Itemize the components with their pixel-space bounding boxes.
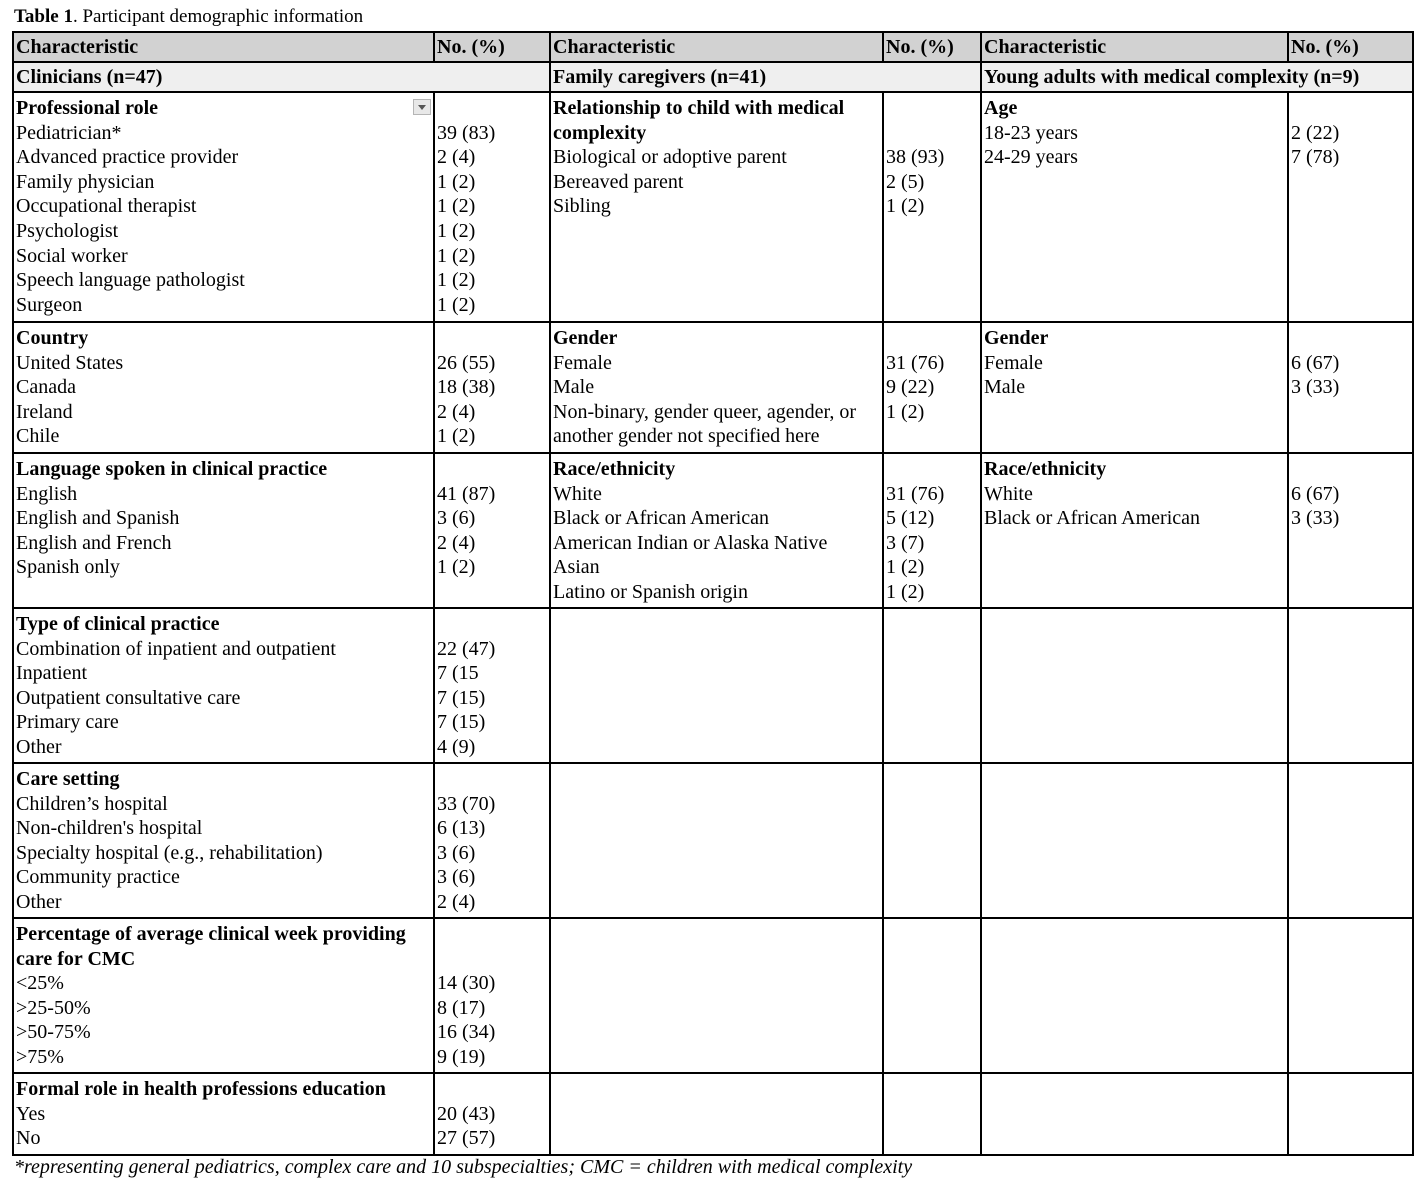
- item-value: 1 (2): [886, 580, 925, 603]
- fam-value-cell: [883, 918, 981, 1073]
- ya-characteristic-cell: [981, 1073, 1288, 1155]
- item-label: Specialty hospital (e.g., rehabilitation): [16, 841, 323, 864]
- item-label: Asian: [553, 556, 600, 579]
- item-value: 6 (67): [1291, 482, 1340, 505]
- item-value: 2 (4): [437, 146, 476, 169]
- item-value: 39 (83): [437, 121, 496, 144]
- item-label: Occupational therapist: [16, 195, 197, 218]
- spacer: [886, 121, 980, 146]
- item-value: 2 (22): [1291, 121, 1340, 144]
- ya-value-cell: [1288, 92, 1413, 322]
- item-label: United States: [16, 351, 124, 374]
- item-value: 1 (2): [437, 170, 476, 193]
- table-footnote: *representing general pediatrics, complex care and 10 subspecialties; CMC = children with medical complexity: [14, 1156, 913, 1178]
- fam-characteristic-cell: [550, 608, 883, 763]
- item-value: 1 (2): [437, 244, 476, 267]
- item-label: Psychologist: [16, 219, 119, 242]
- item-label: White: [984, 482, 1033, 505]
- item-value: 3 (7): [886, 531, 925, 554]
- spacer: [437, 457, 549, 482]
- item-label: Community practice: [16, 866, 180, 889]
- item-value: 3 (33): [1291, 507, 1340, 530]
- item-value: 1 (2): [886, 400, 925, 423]
- fam-value-cell: [883, 763, 981, 918]
- table-row: [13, 918, 1413, 1073]
- table-row: [13, 1073, 1413, 1155]
- item-label: Family physician: [16, 170, 155, 193]
- section-heading: Country: [16, 327, 89, 349]
- clin-characteristic-cell: [13, 608, 434, 763]
- section-heading: Professional role: [16, 97, 159, 119]
- column-header: Characteristic: [981, 32, 1288, 62]
- item-value: 1 (2): [437, 219, 476, 242]
- item-value: 6 (13): [437, 817, 486, 840]
- item-value: 31 (76): [886, 482, 945, 505]
- fam-characteristic-cell: [550, 453, 883, 608]
- item-value: 31 (76): [886, 351, 945, 374]
- item-label: Yes: [16, 1102, 46, 1125]
- fam-characteristic-cell: [550, 92, 883, 322]
- fam-value-cell: [883, 322, 981, 453]
- fam-characteristic-cell: [550, 763, 883, 918]
- item-label: Pediatrician*: [16, 121, 122, 144]
- item-label: Inpatient: [16, 662, 88, 685]
- table-row: [13, 763, 1413, 918]
- item-value: 26 (55): [437, 351, 496, 374]
- item-label: Ireland: [16, 400, 73, 423]
- column-header: No. (%): [1288, 32, 1413, 62]
- item-label: Spanish only: [16, 556, 120, 579]
- item-label: English: [16, 482, 78, 505]
- item-value: 7 (15): [437, 711, 486, 734]
- spacer: [437, 767, 549, 792]
- clin-characteristic-cell: [13, 918, 434, 1073]
- item-label: Combination of inpatient and outpatient: [16, 637, 336, 660]
- heading-wrapper: [16, 96, 433, 121]
- item-value: 9 (19): [437, 1045, 486, 1068]
- section-heading: Care setting: [16, 768, 120, 790]
- item-label: Biological or adoptive parent: [553, 146, 787, 169]
- item-value: 7 (78): [1291, 146, 1340, 169]
- fam-value-cell: [883, 92, 981, 322]
- section-heading: Relationship to child with medical complexity: [553, 97, 845, 144]
- spacer: [1291, 326, 1412, 351]
- ya-value-cell: [1288, 608, 1413, 763]
- item-label: >25-50%: [16, 996, 91, 1019]
- clin-characteristic-cell: [13, 763, 434, 918]
- fam-value-cell: [883, 1073, 981, 1155]
- item-value: 1 (2): [886, 556, 925, 579]
- group-header-young-adults: Young adults with medical complexity (n=9): [981, 62, 1413, 92]
- item-label: Female: [553, 351, 612, 374]
- clin-value-cell: [434, 918, 550, 1073]
- item-label: English and French: [16, 531, 172, 554]
- item-label: Surgeon: [16, 293, 83, 316]
- item-value: 1 (2): [437, 293, 476, 316]
- item-value: 3 (6): [437, 841, 476, 864]
- item-value: 2 (4): [437, 400, 476, 423]
- section-heading: Language spoken in clinical practice: [16, 458, 328, 480]
- spacer: [437, 612, 549, 637]
- ya-characteristic-cell: [981, 92, 1288, 322]
- item-value: 2 (4): [437, 890, 476, 913]
- clin-value-cell: [434, 763, 550, 918]
- item-value: 38 (93): [886, 146, 945, 169]
- table-row: [13, 453, 1413, 608]
- ya-characteristic-cell: [981, 322, 1288, 453]
- section-heading: Race/ethnicity: [553, 458, 676, 480]
- clin-characteristic-cell: [13, 1073, 434, 1155]
- item-label: Black or African American: [553, 507, 770, 530]
- clin-characteristic-cell: [13, 322, 434, 453]
- fam-characteristic-cell: [550, 918, 883, 1073]
- group-row: [13, 62, 1413, 92]
- spacer: [437, 326, 549, 351]
- section-heading: Race/ethnicity: [984, 458, 1107, 480]
- ya-characteristic-cell: [981, 763, 1288, 918]
- spacer: [886, 424, 980, 449]
- item-label: Advanced practice provider: [16, 146, 239, 169]
- clin-value-cell: [434, 453, 550, 608]
- column-header: Characteristic: [13, 32, 434, 62]
- item-label: No: [16, 1127, 41, 1150]
- ya-characteristic-cell: [981, 608, 1288, 763]
- item-label: Other: [16, 890, 62, 913]
- item-value: 9 (22): [886, 376, 935, 399]
- group-header-family-caregivers: Family caregivers (n=41): [550, 62, 981, 92]
- item-label: Chile: [16, 425, 60, 448]
- item-label: Sibling: [553, 195, 611, 218]
- spacer: [437, 922, 549, 947]
- item-label: Bereaved parent: [553, 170, 684, 193]
- spacer: [886, 96, 980, 121]
- clin-characteristic-cell: [13, 92, 434, 322]
- spacer: [1291, 457, 1412, 482]
- clin-value-cell: [434, 608, 550, 763]
- item-value: 3 (33): [1291, 376, 1340, 399]
- item-label: >75%: [16, 1045, 64, 1068]
- group-header-clinicians: Clinicians (n=47): [13, 62, 550, 92]
- item-value: 18 (38): [437, 376, 496, 399]
- item-value: 20 (43): [437, 1102, 496, 1125]
- table-row: [13, 92, 1413, 322]
- item-label: Non-binary, gender queer, agender, or another gender not specified here: [553, 400, 857, 448]
- demographics-table: [12, 31, 1414, 1156]
- ya-value-cell: [1288, 918, 1413, 1073]
- item-value: 22 (47): [437, 637, 496, 660]
- item-label: American Indian or Alaska Native: [553, 531, 828, 554]
- item-value: 1 (2): [437, 269, 476, 292]
- item-value: 3 (6): [437, 866, 476, 889]
- item-label: Other: [16, 735, 62, 758]
- table-row: [13, 322, 1413, 453]
- item-value: 7 (15: [437, 662, 479, 685]
- item-label: Latino or Spanish origin: [553, 580, 748, 603]
- item-value: 27 (57): [437, 1127, 496, 1150]
- ya-value-cell: [1288, 763, 1413, 918]
- item-value: 1 (2): [437, 556, 476, 579]
- table-caption: [14, 6, 363, 28]
- column-header: No. (%): [434, 32, 550, 62]
- item-value: 6 (67): [1291, 351, 1340, 374]
- fam-characteristic-cell: [550, 322, 883, 453]
- ya-value-cell: [1288, 322, 1413, 453]
- item-value: 5 (12): [886, 507, 935, 530]
- ya-value-cell: [1288, 453, 1413, 608]
- spacer: [437, 947, 549, 972]
- clin-value-cell: [434, 1073, 550, 1155]
- ya-characteristic-cell: [981, 918, 1288, 1073]
- fam-characteristic-cell: [550, 1073, 883, 1155]
- item-label: White: [553, 482, 602, 505]
- header-row: [13, 32, 1413, 62]
- column-header: Characteristic: [550, 32, 883, 62]
- item-value: 2 (4): [437, 531, 476, 554]
- section-heading: Gender: [984, 327, 1049, 349]
- section-heading: Formal role in health professions education: [16, 1078, 386, 1100]
- item-label: 18-23 years: [984, 121, 1078, 144]
- item-label: Children’s hospital: [16, 792, 168, 815]
- item-value: 7 (15): [437, 686, 486, 709]
- item-label: Female: [984, 351, 1043, 374]
- table-label: Table 1: [14, 6, 73, 27]
- item-label: >50-75%: [16, 1021, 91, 1044]
- item-label: Social worker: [16, 244, 128, 267]
- spacer: [437, 96, 549, 121]
- item-label: Primary care: [16, 711, 119, 734]
- column-header: No. (%): [883, 32, 981, 62]
- item-value: 8 (17): [437, 996, 486, 1019]
- clin-value-cell: [434, 92, 550, 322]
- ya-value-cell: [1288, 1073, 1413, 1155]
- fam-value-cell: [883, 608, 981, 763]
- ya-characteristic-cell: [981, 453, 1288, 608]
- spacer: [886, 326, 980, 351]
- fam-value-cell: [883, 453, 981, 608]
- item-label: Black or African American: [984, 507, 1201, 530]
- table-title: . Participant demographic information: [72, 6, 364, 27]
- item-value: 1 (2): [437, 425, 476, 448]
- item-value: 16 (34): [437, 1021, 496, 1044]
- spacer: [886, 457, 980, 482]
- item-label: <25%: [16, 972, 64, 995]
- spacer: [437, 1077, 549, 1102]
- item-label: Male: [984, 376, 1026, 399]
- dropdown-arrow-icon[interactable]: [413, 99, 431, 115]
- table-row: [13, 608, 1413, 763]
- section-heading: Type of clinical practice: [16, 613, 220, 635]
- item-value: 1 (2): [886, 195, 925, 218]
- item-value: 41 (87): [437, 482, 496, 505]
- item-value: 33 (70): [437, 792, 496, 815]
- item-value: 4 (9): [437, 735, 476, 758]
- item-value: 1 (2): [437, 195, 476, 218]
- item-label: English and Spanish: [16, 507, 180, 530]
- item-label: Male: [553, 376, 595, 399]
- item-label: Speech language pathologist: [16, 269, 245, 292]
- item-value: 2 (5): [886, 170, 925, 193]
- item-value: 3 (6): [437, 507, 476, 530]
- item-value: 14 (30): [437, 972, 496, 995]
- section-heading: Percentage of average clinical week providing care for CMC: [16, 923, 406, 970]
- section-heading: Gender: [553, 327, 618, 349]
- spacer: [1291, 96, 1412, 121]
- item-label: 24-29 years: [984, 146, 1078, 169]
- clin-value-cell: [434, 322, 550, 453]
- clin-characteristic-cell: [13, 453, 434, 608]
- item-label: Canada: [16, 376, 76, 399]
- item-label: Non-children's hospital: [16, 817, 203, 840]
- item-label: Outpatient consultative care: [16, 686, 241, 709]
- section-heading: Age: [984, 97, 1018, 119]
